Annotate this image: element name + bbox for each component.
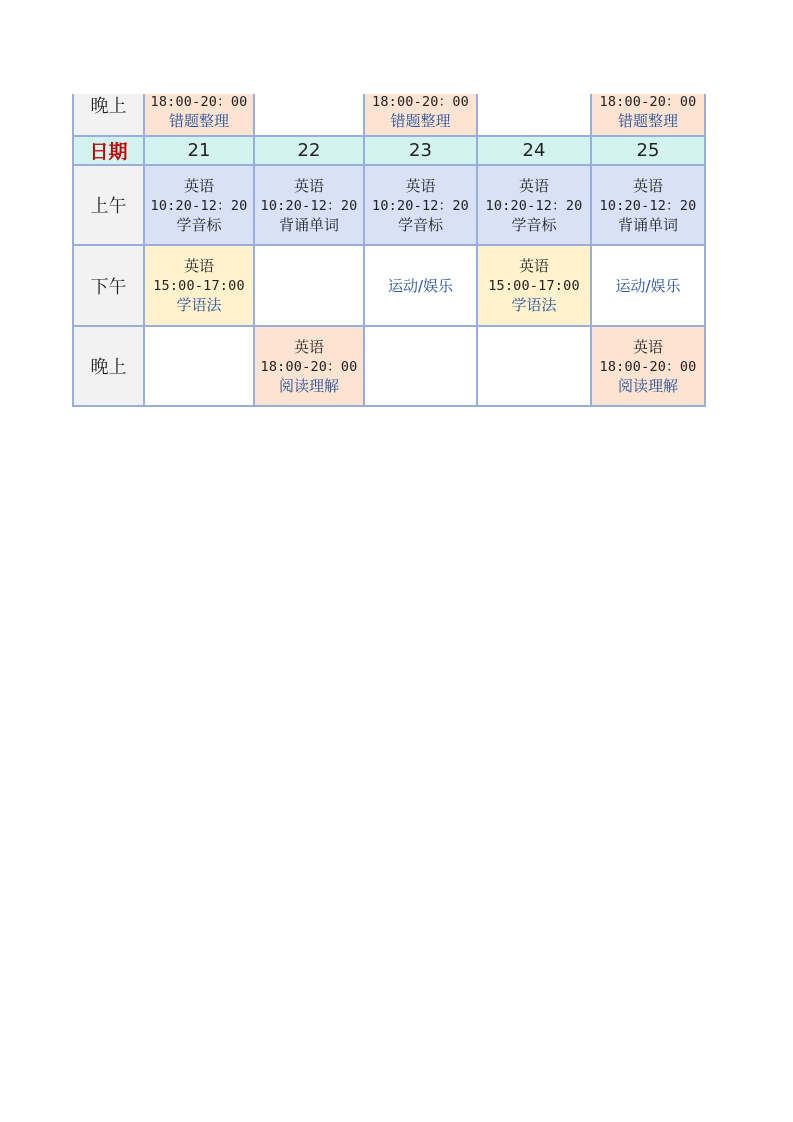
cell-topic: 阅读理解: [278, 376, 339, 395]
cell-time: 10:20-12：20: [260, 197, 358, 214]
date-text: 23: [409, 140, 432, 161]
prev-evening-cell-4: [478, 94, 592, 137]
morning-cell-5: [592, 166, 706, 246]
afternoon-cell-5: [592, 246, 706, 327]
cell-topic: 错题整理: [168, 112, 229, 130]
evening-cell-4: [478, 327, 592, 407]
cell-topic: 学语法: [176, 296, 222, 314]
cell-subject: 英语: [632, 176, 663, 195]
cell-time: 10:20-12：20: [150, 197, 248, 214]
cell-subject: 英语: [405, 176, 436, 195]
evening-cell-3: [365, 327, 478, 407]
row-label-evening: [72, 327, 145, 407]
cell-subject: 英语: [293, 176, 324, 195]
cell-time: 18:00-20：00: [150, 94, 248, 110]
cell-time: 15:00-17:00: [153, 278, 245, 294]
evening-cell-1: [145, 327, 255, 407]
cell-topic: 阅读理解: [617, 376, 678, 395]
cell-topic: 学音标: [511, 215, 557, 234]
cell-time: 10:20-12：20: [485, 197, 583, 214]
cell-subject: 英语: [518, 257, 549, 275]
prev-evening-cell-5: [592, 94, 706, 137]
date-cell: [255, 137, 365, 166]
cell-activity: 运动/娱乐: [387, 277, 454, 295]
cell-topic: 学音标: [176, 215, 222, 234]
row-label-text: 晚上: [90, 95, 127, 117]
cell-topic: 背诵单词: [617, 215, 678, 234]
schedule-table: [72, 94, 706, 407]
evening-cell-2: [255, 327, 365, 407]
date-cell: [592, 137, 706, 166]
prev-evening-cell-3: [365, 94, 478, 137]
date-text: 24: [522, 140, 546, 161]
morning-cell-2: [255, 166, 365, 246]
cell-topic: 学语法: [511, 296, 557, 314]
cell-subject: 英语: [183, 257, 214, 275]
date-cell: [478, 137, 592, 166]
date-cell: [365, 137, 478, 166]
cell-topic: 错题整理: [390, 112, 451, 130]
cell-topic: 错题整理: [617, 112, 678, 130]
cell-time: 18:00-20：00: [372, 94, 469, 110]
date-text: 22: [297, 140, 321, 161]
afternoon-cell-3: [365, 246, 478, 327]
cell-subject: 英语: [518, 176, 549, 195]
cell-topic: 背诵单词: [278, 215, 339, 234]
date-cell: [145, 137, 255, 166]
cell-time: 10:20-12：20: [599, 197, 697, 214]
cell-subject: 英语: [183, 176, 214, 195]
afternoon-cell-2: [255, 246, 365, 327]
row-label-afternoon: [72, 246, 145, 327]
cell-time: 10:20-12：20: [372, 197, 469, 214]
row-label-morning: [72, 166, 145, 246]
cell-time: 18:00-20：00: [599, 358, 697, 375]
row-label-prev-evening: [72, 94, 145, 137]
morning-cell-4: [478, 166, 592, 246]
cell-topic: 学音标: [397, 215, 443, 234]
row-label-text: 下午: [90, 276, 127, 298]
afternoon-cell-4: [478, 246, 592, 327]
cell-activity: 运动/娱乐: [615, 277, 681, 295]
cell-subject: 英语: [632, 337, 663, 356]
afternoon-cell-1: [145, 246, 255, 327]
evening-cell-5: [592, 327, 706, 407]
cell-subject: 英语: [293, 337, 324, 356]
row-label-text: 晚上: [90, 357, 127, 378]
prev-evening-cell-1: [145, 94, 255, 137]
morning-cell-1: [145, 166, 255, 246]
morning-cell-3: [365, 166, 478, 246]
cell-time: 15:00-17:00: [488, 278, 580, 294]
cell-time: 18:00-20：00: [260, 358, 358, 375]
date-row-label: [72, 137, 145, 166]
date-label-text: 日期: [89, 141, 128, 163]
date-text: 25: [636, 140, 660, 161]
row-label-text: 上午: [90, 196, 127, 217]
cell-time: 18:00-20：00: [599, 94, 697, 110]
date-text: 21: [187, 140, 211, 161]
prev-evening-cell-2: [255, 94, 365, 137]
